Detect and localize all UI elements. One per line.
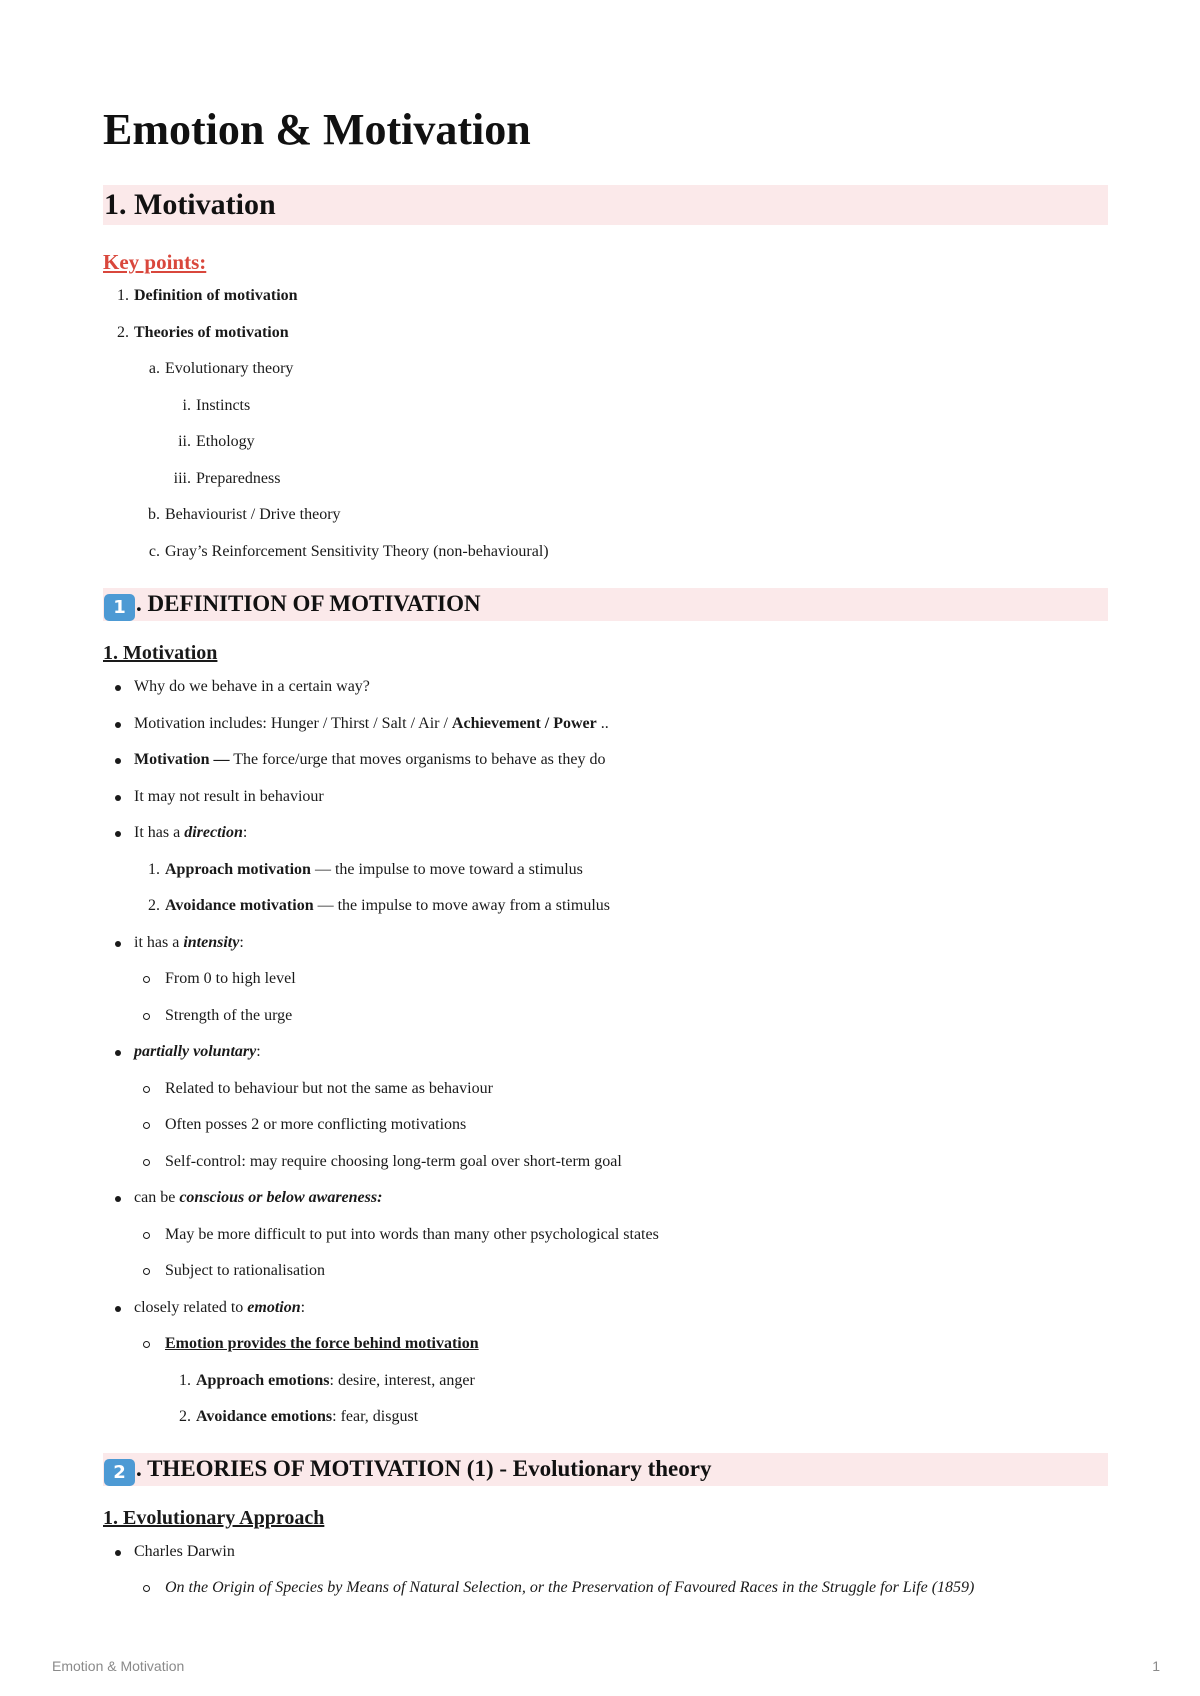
list-item: Often posses 2 or more conflicting motivations (103, 1107, 1108, 1144)
list-item: Related to behaviour but not the same as behaviour (103, 1071, 1108, 1108)
key-points-label: Key points: (103, 250, 207, 274)
document-title: Emotion & Motivation (103, 105, 531, 154)
list-item: From 0 to high level (103, 961, 1108, 998)
list-item: Motivation includes: Hunger / Thirst / Salt / Air / Achievement / Power .. (103, 706, 1108, 743)
list-item: 1. Definition of motivation (117, 287, 298, 304)
list-item: 1. Approach motivation — the impulse to move toward a stimulus (148, 860, 583, 878)
list-item: partially voluntary: (103, 1034, 1108, 1071)
list-item: Subject to rationalisation (103, 1253, 1108, 1290)
list-item: ii. Ethology (178, 433, 255, 450)
list-item: c. Gray’s Reinforcement Sensitivity Theory (non-behavioural) (148, 542, 549, 560)
list-item: May be more difficult to put into words than many other psychological states (103, 1217, 1108, 1254)
list-item: 1. Approach emotions: desire, interest, anger (179, 1371, 475, 1389)
list-item: It may not result in behaviour (103, 779, 1108, 816)
subheading-motivation: 1. Motivation (103, 642, 218, 664)
list-item: Strength of the urge (103, 998, 1108, 1035)
definition-list (103, 669, 1108, 1436)
list-item: a. Evolutionary theory (148, 360, 294, 377)
list-item: 2. Theories of motivation (117, 323, 289, 341)
evolutionary-list (103, 1534, 1108, 1607)
list-item: iii. Preparedness (173, 469, 281, 487)
list-item: b. Behaviourist / Drive theory (148, 506, 341, 523)
document-page (103, 100, 1108, 1607)
footer-title: Emotion & Motivation (52, 1658, 185, 1674)
section-heading-motivation: 1. Motivation (103, 185, 1108, 225)
list-item: 2. Avoidance motivation — the impulse to move away from a stimulus (148, 897, 610, 914)
page-footer (52, 1658, 1160, 1674)
subheading-evolutionary-approach: 1. Evolutionary Approach (103, 1506, 325, 1529)
list-item: It has a direction: (103, 815, 1108, 852)
key-points-list (103, 278, 1108, 570)
list-item: Charles Darwin (103, 1534, 1108, 1571)
list-item: it has a intensity: (103, 925, 1108, 962)
section-heading-theories: 2 . THEORIES OF MOTIVATION (1) - Evolutionary theory (103, 1453, 1108, 1486)
list-item: can be conscious or below awareness: (103, 1180, 1108, 1217)
list-item: i. Instincts (182, 396, 251, 414)
keycap-1-icon: 1 (104, 594, 135, 621)
list-item: closely related to emotion: (103, 1290, 1108, 1327)
section-heading-definition: 1 . DEFINITION OF MOTIVATION (103, 588, 1108, 621)
keycap-2-icon: 2 (104, 1459, 135, 1486)
list-item: 2. Avoidance emotions: fear, disgust (179, 1408, 419, 1425)
list-item: Emotion provides the force behind motivation (103, 1326, 1108, 1363)
list-item: Motivation — The force/urge that moves organisms to behave as they do (103, 742, 1108, 779)
list-item: Why do we behave in a certain way? (103, 669, 1108, 706)
list-item: Self-control: may require choosing long-term goal over short-term goal (103, 1144, 1108, 1181)
list-item: On the Origin of Species by Means of Natural Selection, or the Preservation of Favoured Races in the Struggle for Life (1859) (103, 1570, 1108, 1607)
page-number: 1 (1152, 1658, 1160, 1674)
